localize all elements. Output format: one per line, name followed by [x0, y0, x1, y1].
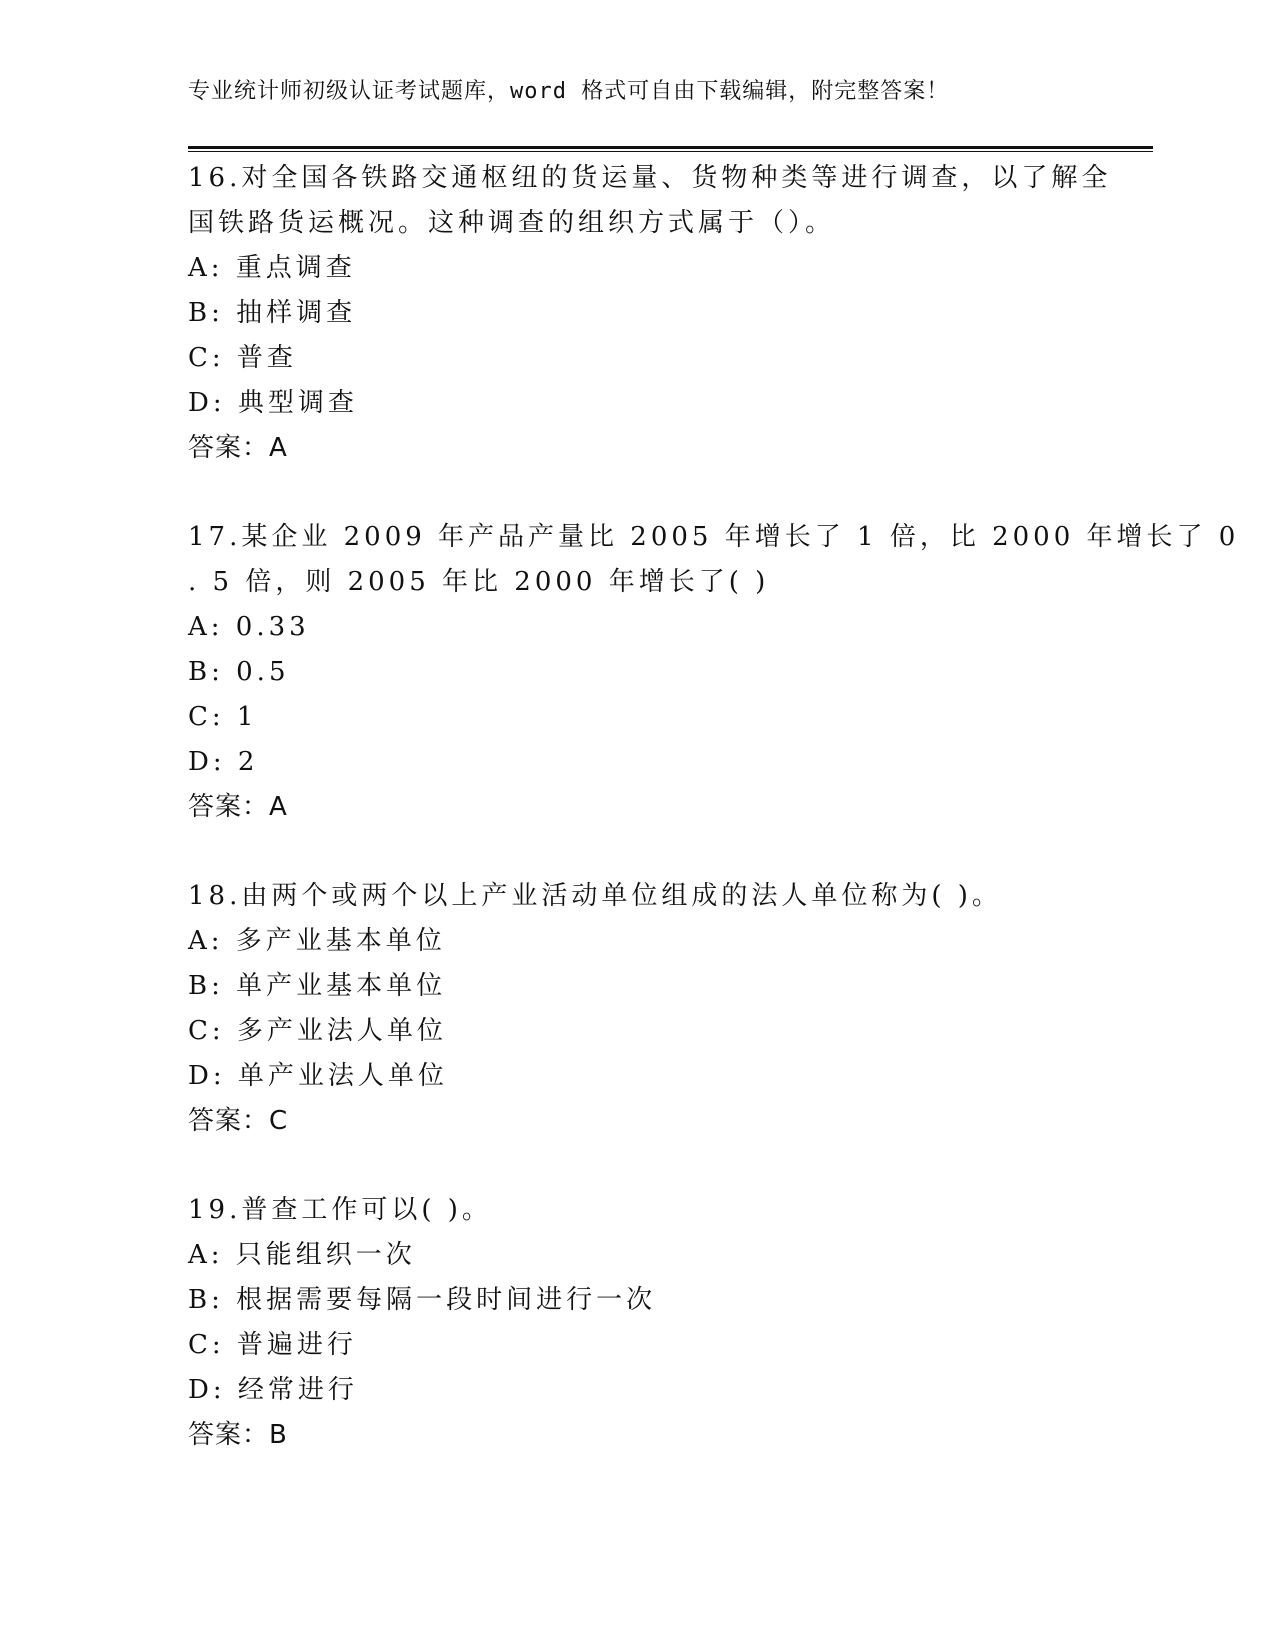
option-c: C: 1	[188, 702, 258, 732]
header-rule-thin	[188, 151, 1153, 152]
question-stem: . 5 倍，则 2005 年比 2000 年增长了( )	[188, 567, 770, 597]
answer-line: 答案：C	[188, 1106, 289, 1136]
header-rule-thick	[188, 146, 1153, 149]
option-a: A: 0.33	[188, 612, 310, 642]
option-b: B: 抽样调查	[188, 298, 357, 328]
option-c: C: 多产业法人单位	[188, 1016, 447, 1046]
option-d: D: 典型调查	[188, 388, 358, 418]
option-b: B: 单产业基本单位	[188, 971, 447, 1001]
option-c: C: 普遍进行	[188, 1330, 357, 1360]
answer-line: 答案：A	[188, 433, 288, 463]
answer-line: 答案：B	[188, 1420, 288, 1450]
question-16	[188, 156, 1112, 471]
question-stem: 16.对全国各铁路交通枢纽的货运量、货物种类等进行调查，以了解全	[188, 163, 1112, 193]
option-d: D: 经常进行	[188, 1375, 358, 1405]
question-stem: 国铁路货运概况。这种调查的组织方式属于（）。	[188, 208, 836, 238]
option-d: D: 单产业法人单位	[188, 1061, 448, 1091]
option-a: A: 多产业基本单位	[188, 926, 446, 956]
option-b: B: 根据需要每隔一段时间进行一次	[188, 1285, 657, 1315]
question-stem: 19.普查工作可以( )。	[188, 1195, 492, 1225]
page-header: 专业统计师初级认证考试题库，word 格式可自由下载编辑，附完整答案！	[188, 79, 950, 104]
question-stem: 17.某企业 2009 年产品产量比 2005 年增长了 1 倍，比 2000 年增长了 0	[188, 522, 1240, 552]
answer-line: 答案：A	[188, 792, 288, 822]
question-18	[188, 874, 1088, 1144]
option-b: B: 0.5	[188, 657, 290, 687]
question-17	[188, 515, 1240, 830]
option-c: C: 普查	[188, 343, 297, 373]
question-stem: 18.由两个或两个以上产业活动单位组成的法人单位称为( )。	[188, 881, 1002, 911]
question-list	[188, 156, 1240, 1502]
option-a: A: 重点调查	[188, 253, 356, 283]
option-a: A: 只能组织一次	[188, 1240, 416, 1270]
option-d: D: 2	[188, 747, 259, 777]
question-19	[188, 1188, 1088, 1458]
